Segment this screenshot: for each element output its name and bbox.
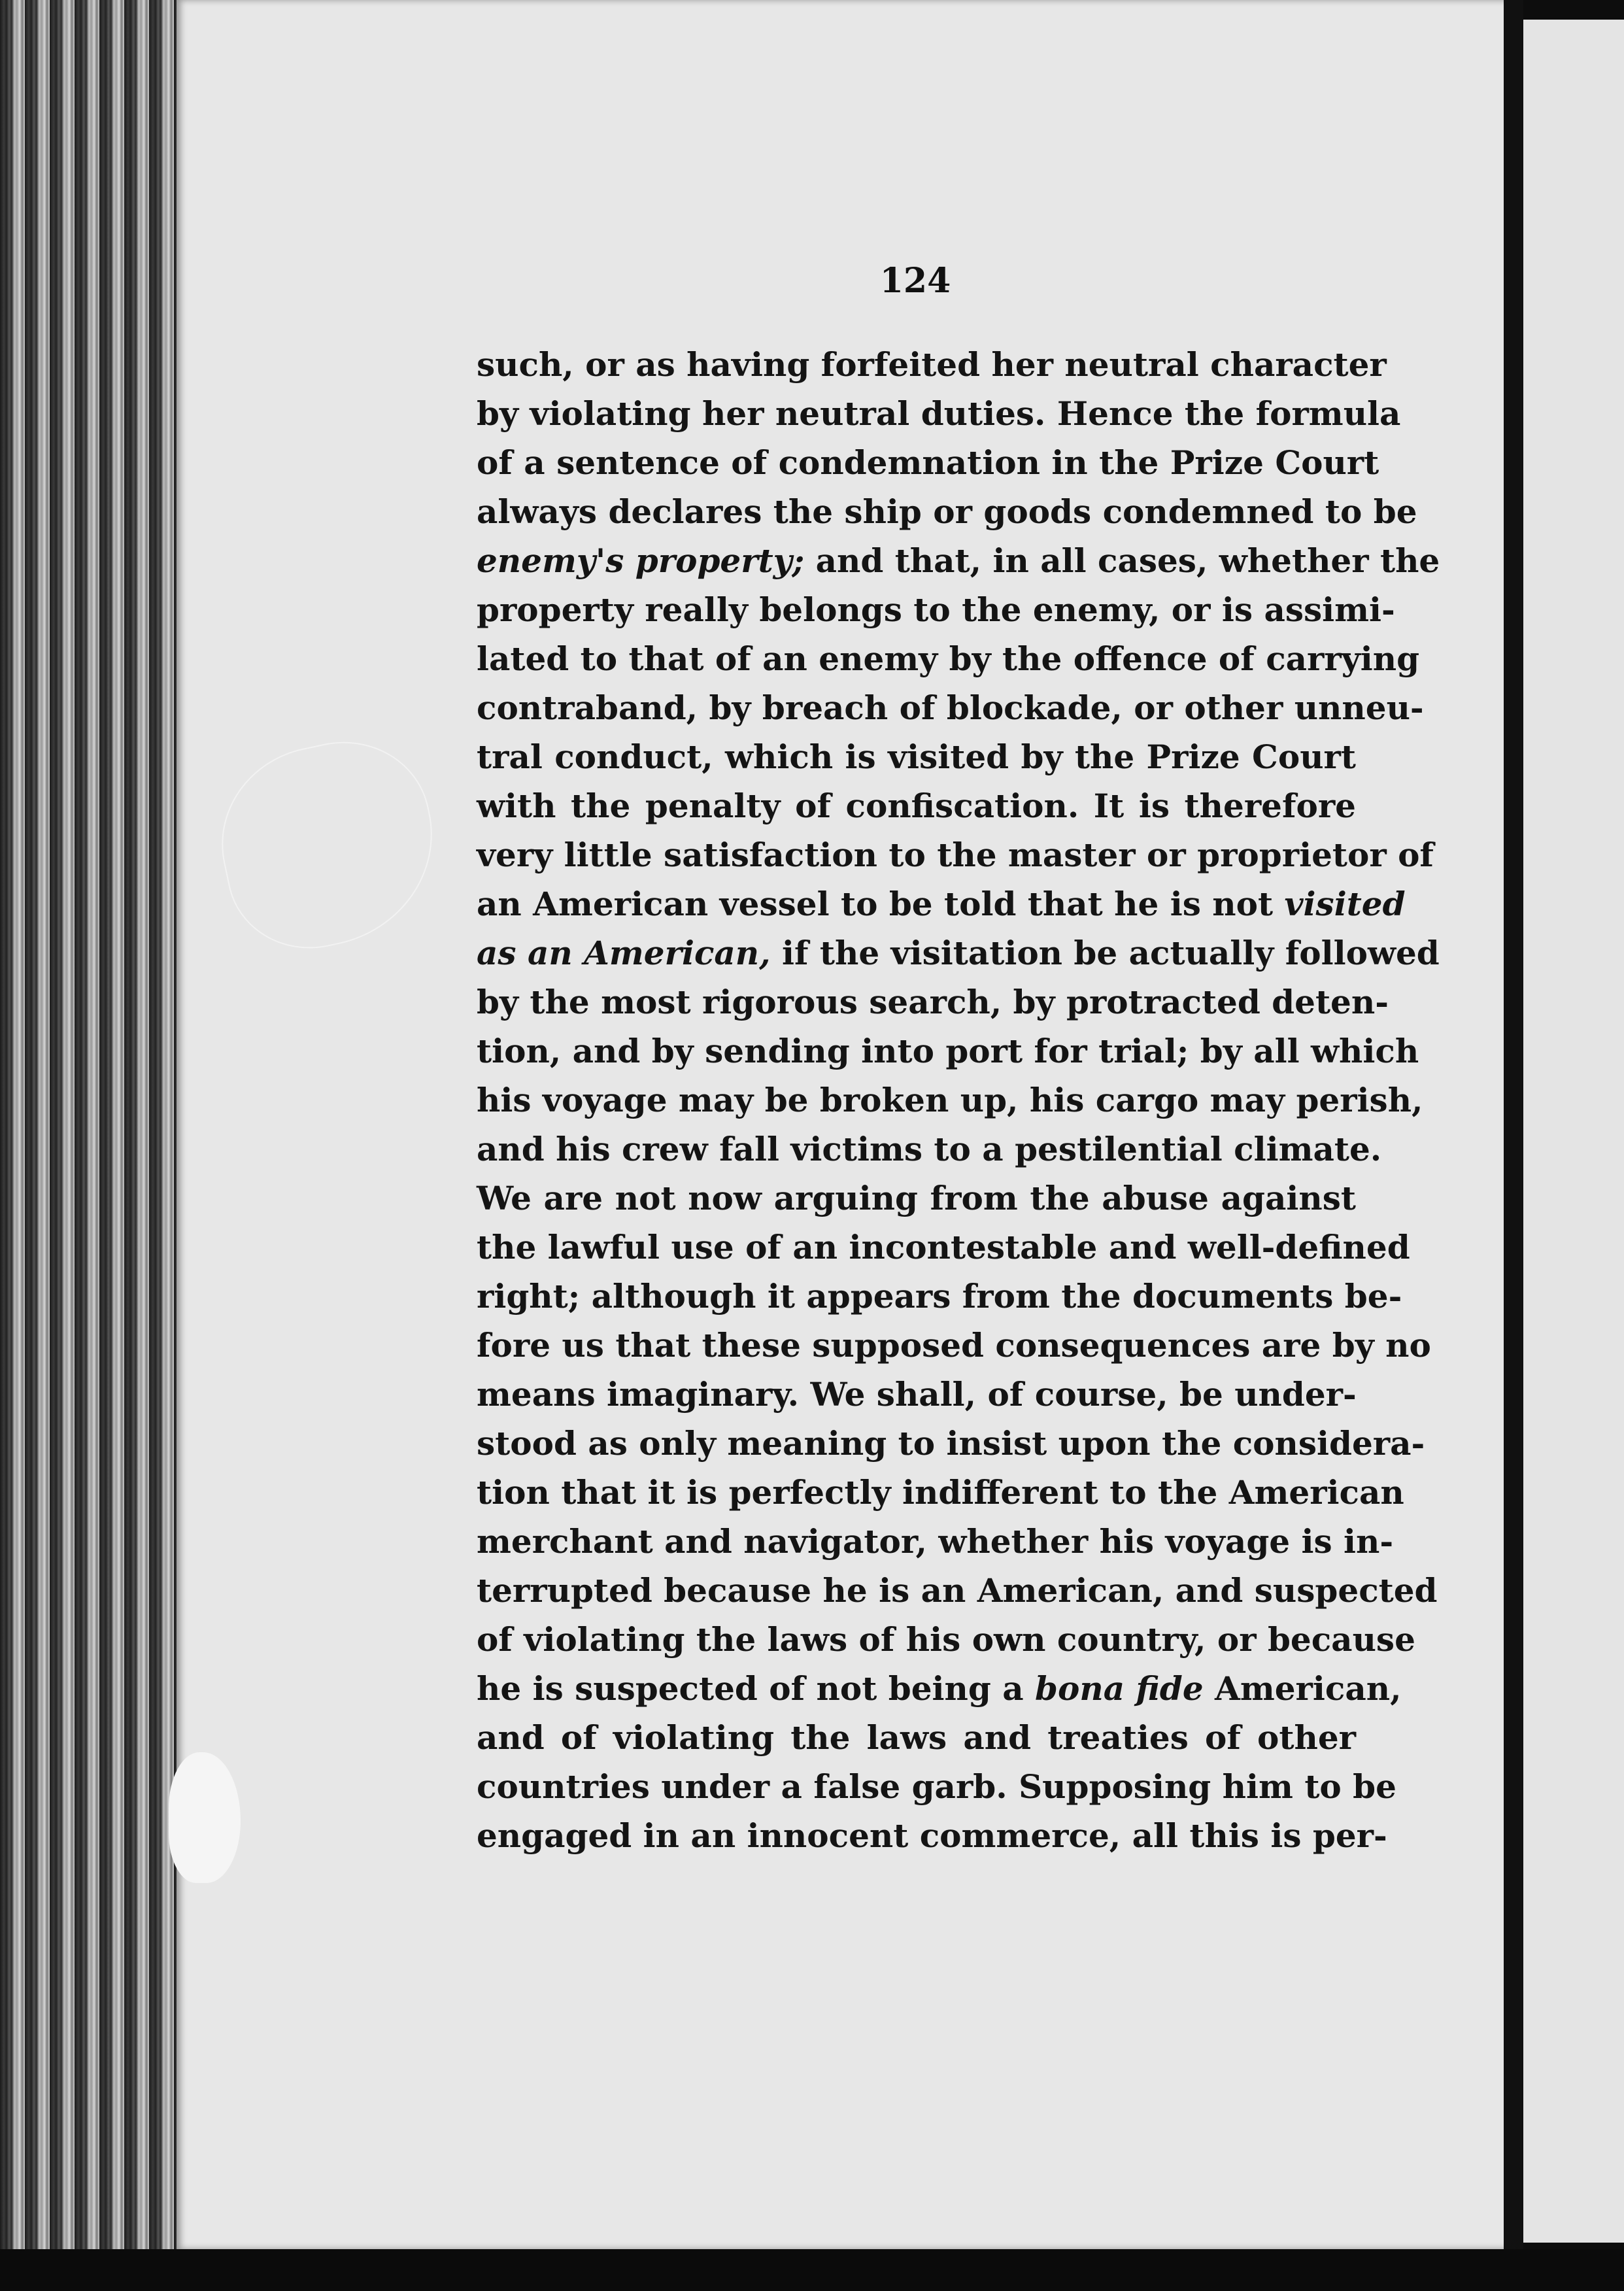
text-segment: tral conduct, which is visited by the Prize Court [477,738,1356,776]
text-line [477,683,1424,732]
text-segment: he is suspected of not being a [477,1669,1036,1708]
text-line [477,1027,1419,1076]
text-line [477,340,1387,389]
text-line [477,830,1434,879]
italic-text-segment: visited [1284,885,1406,923]
text-segment: property really belongs to the enemy, or is assimi- [477,590,1395,629]
text-line [477,879,1406,928]
text-line [477,928,1440,977]
text-segment: fore us that these supposed consequences are by no [477,1326,1431,1365]
scan-border [0,2249,1624,2291]
text-segment: stood as only meaning to insist upon the considera- [477,1424,1425,1463]
text-segment: if the visitation be actually followed [770,934,1440,972]
text-segment: and of violating the laws and treaties of other [477,1718,1356,1757]
text-segment: his voyage may be broken up, his cargo may perish, [477,1081,1423,1119]
text-segment: American, [1203,1669,1402,1708]
text-line [477,1762,1396,1811]
text-segment: by violating her neutral duties. Hence the formula [477,394,1401,433]
page-gutter [1504,0,1523,2291]
text-line [477,634,1420,683]
text-line [477,977,1389,1027]
text-line [477,1713,1356,1762]
facing-page-edge [1523,20,1624,2243]
text-line [477,732,1356,781]
text-line [477,536,1440,585]
text-line [477,1468,1404,1517]
text-line [477,1125,1382,1174]
text-segment: the lawful use of an incontestable and well-defined [477,1228,1410,1266]
text-line [477,487,1417,536]
text-segment: by the most rigorous search, by protracted deten- [477,983,1389,1021]
text-segment: means imaginary. We shall, of course, be under- [477,1375,1357,1414]
text-line [477,1664,1402,1713]
text-segment: of a sentence of condemnation in the Prize Court [477,443,1379,482]
text-segment: an American vessel to be told that he is not [477,885,1285,923]
text-line [477,438,1379,487]
text-segment: countries under a false garb. Supposing him to be [477,1767,1396,1806]
text-line [477,1419,1425,1468]
text-line [477,585,1395,634]
italic-text-segment: as an American, [477,934,771,972]
text-segment: contraband, by breach of blockade, or other unneu- [477,688,1424,727]
text-segment: with the penalty of confiscation. It is therefore [477,787,1356,825]
text-line [477,1615,1415,1664]
book-page-edges [0,0,183,2291]
text-segment: We are not now arguing from the abuse against [477,1179,1356,1217]
text-line [477,1076,1423,1125]
text-line [477,781,1356,830]
text-line [477,1174,1356,1223]
text-segment: tion, and by sending into port for trial; by all which [477,1032,1419,1070]
text-line [477,1321,1431,1370]
text-segment: terrupted because he is an American, and suspected [477,1571,1438,1610]
text-segment: of violating the laws of his own country, or because [477,1620,1415,1659]
text-line [477,389,1401,438]
text-line [477,1517,1394,1566]
text-segment: such, or as having forfeited her neutral character [477,345,1387,384]
text-line [477,1566,1438,1615]
text-segment: merchant and navigator, whether his voyage is in- [477,1522,1394,1561]
text-line [477,1272,1402,1321]
text-line [477,1370,1356,1419]
text-line [477,1811,1387,1860]
text-segment: and that, in all cases, whether the [804,541,1440,580]
page-number: 124 [879,261,951,301]
text-segment: and his crew fall victims to a pestilential climate. [477,1130,1382,1168]
text-line [477,1223,1410,1272]
text-segment: always declares the ship or goods condemned to be [477,492,1417,531]
italic-text-segment: enemy's property; [477,541,805,580]
text-segment: tion that it is perfectly indifferent to the American [477,1473,1404,1512]
body-text [477,340,1440,1860]
text-segment: very little satisfaction to the master or proprietor of [477,836,1434,874]
text-segment: engaged in an innocent commerce, all this is per- [477,1816,1387,1855]
text-segment: lated to that of an enemy by the offence of carrying [477,639,1420,678]
text-segment: right; although it appears from the documents be- [477,1277,1402,1315]
italic-text-segment: bona fide [1035,1669,1204,1708]
